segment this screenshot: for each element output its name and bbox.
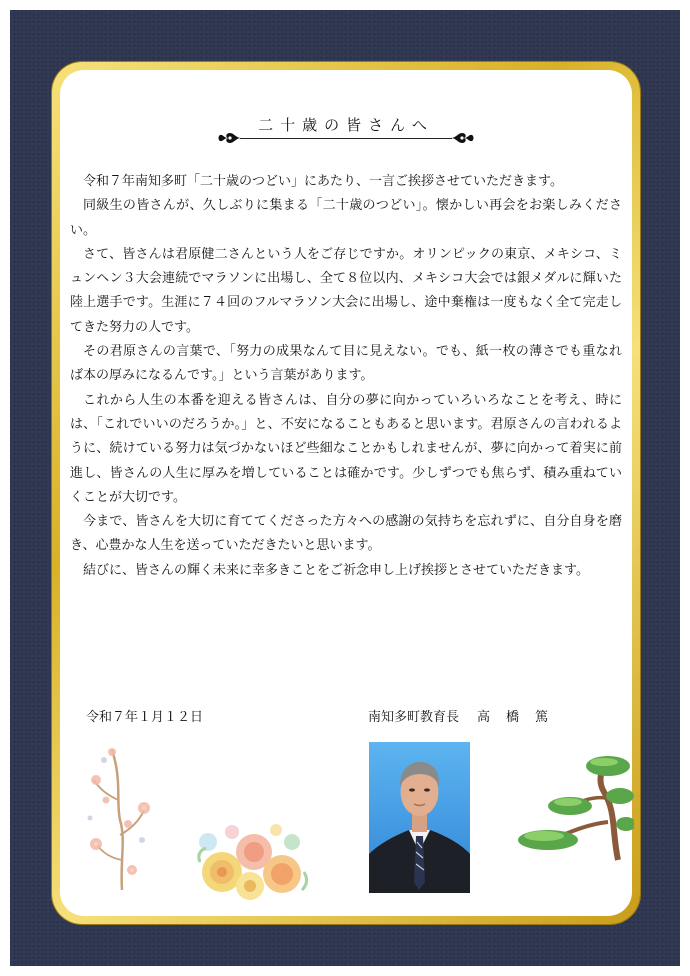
portrait-photo bbox=[369, 742, 470, 893]
paragraph: これから人生の本番を迎える皆さんは、自分の夢に向かっていろいろなことを考え、時には、「これでいいのだろうか。」と、不安になることもあると思います。君原さんの言われるように、続けている努力は気づかないほど些細なことかもしれませんが、夢に向かって着実に前進し、皆さんの人生に厚みを増していることは確かです。少しずつでも焦らず、積み重ねていくことが大切です。 bbox=[70, 392, 622, 505]
floral-bouquet bbox=[192, 812, 312, 908]
pine-tree bbox=[508, 752, 634, 862]
letter-body bbox=[70, 170, 622, 583]
scroll-ornament-right-icon bbox=[450, 130, 474, 146]
paragraph: 今まで、皆さんを大切に育ててくださった方々への感謝の気持ちを忘れずに、自分自身を磨き、心豊かな人生を送っていただきたいと思います。 bbox=[70, 514, 622, 554]
letter-title-block bbox=[218, 112, 474, 148]
paragraph: 同級生の皆さんが、久しぶりに集まる「二十歳のつどい」。懐かしい再会をお楽しみください。 bbox=[70, 198, 622, 238]
plum-blossom-branch bbox=[82, 740, 158, 890]
paragraph: 令和７年南知多町「二十歳のつどい」にあたり、一言ご挨拶させていただきます。 bbox=[83, 174, 563, 189]
paragraph: その君原さんの言葉で、「努力の成果なんて目に見えない。でも、紙一枚の薄さでも重なれば本の厚みになるんです。」という言葉があります。 bbox=[70, 344, 622, 384]
letter-date: 令和７年１月１２日 bbox=[86, 710, 204, 725]
letter-title: 二十歳の皆さんへ bbox=[258, 116, 434, 134]
paragraph: 結びに、皆さんの輝く未来に幸多きことをご祈念申し上げ挨拶とさせていただきます。 bbox=[83, 562, 589, 578]
signer-title: 南知多町教育長 bbox=[368, 710, 460, 725]
paragraph: さて、皆さんは君原健二さんという人をご存じですか。オリンピックの東京、メキシコ、ミュンヘン３大会連続でマラソンに出場し、全て８位以内、メキシコ大会では銀メダルに輝いた陸上選手です。生涯に７４回のフルマラソン大会に出場し、途中棄権は一度もなく全て完走してきた努力の人です。 bbox=[70, 246, 622, 335]
signer-block bbox=[368, 706, 564, 725]
title-underline bbox=[240, 138, 452, 139]
portrait-image bbox=[369, 742, 470, 893]
signer-name: 高橋篤 bbox=[477, 710, 565, 725]
